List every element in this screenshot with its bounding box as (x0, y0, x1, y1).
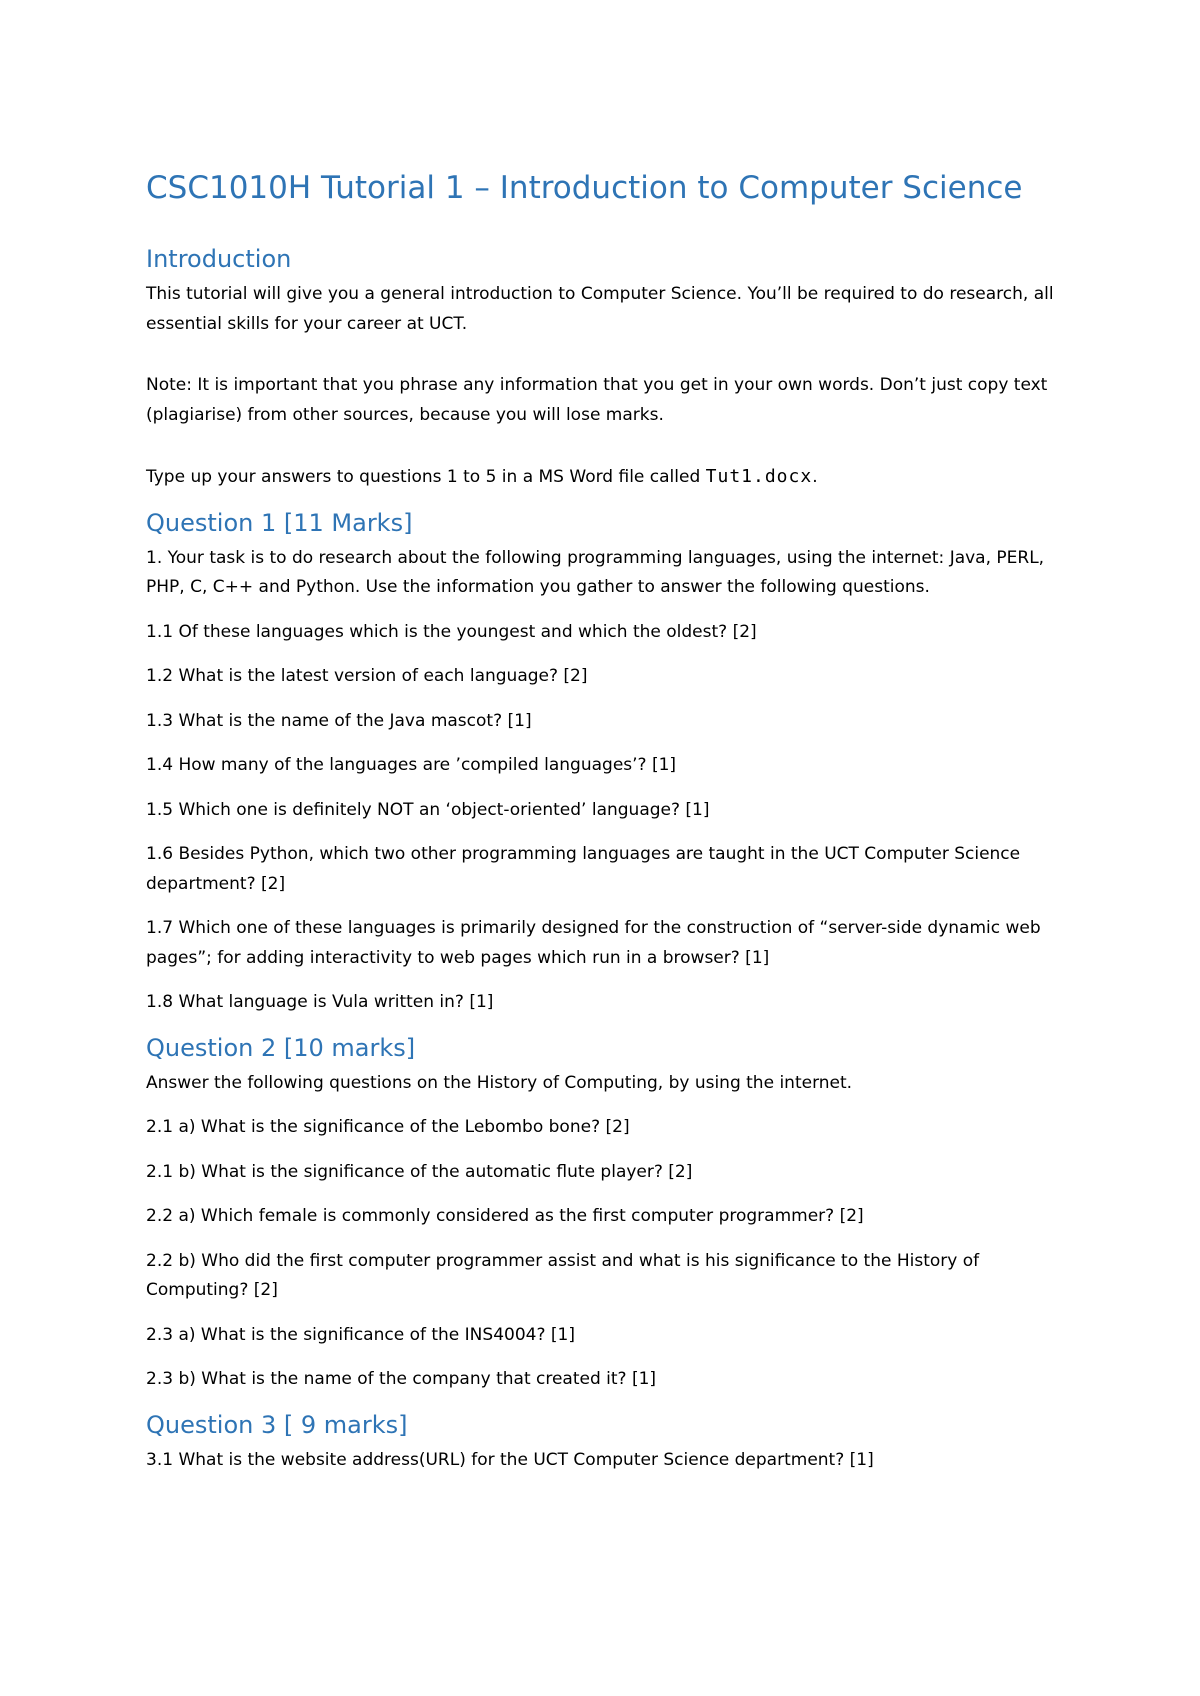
question-2-intro: Answer the following questions on the History of Computing, by using the internet. (146, 1072, 853, 1093)
page-title: CSC1010H Tutorial 1 – Introduction to Computer Science (146, 170, 1023, 206)
question-item: 2.2 b) Who did the first computer programmer assist and what is his significance to the History of Computing? [2] (146, 1250, 980, 1300)
question-item: 1.6 Besides Python, which two other programming languages are taught in the UCT Computer Science department? [2] (146, 844, 1021, 894)
question-item: 1.4 How many of the languages are ’compiled languages’? [1] (146, 755, 677, 775)
question-item: 1.7 Which one of these languages is primarily designed for the construction of “server-side dynamic web pages”; for adding interactivity to web pages which run in a browser? [1] (146, 918, 1041, 968)
filename-text: Tut1.docx (705, 466, 813, 487)
question-item: 1.3 What is the name of the Java mascot? [1] (146, 710, 532, 731)
note-paragraph: Note: It is important that you phrase any information that you get in your own words. Don’t just copy text (plagiarise) from other sources, because you will lose marks. (146, 375, 1048, 425)
question-item: 3.1 What is the website address(URL) for the UCT Computer Science department? [1] (146, 1449, 874, 1470)
question-2-heading: Question 2 [10 marks] (146, 1033, 416, 1062)
type-up-paragraph (146, 462, 1076, 493)
document-page (146, 168, 1076, 1475)
type-up-suffix: . (812, 467, 818, 487)
intro-paragraph: This tutorial will give you a general introduction to Computer Science. You’ll be required to do research, all essential skills for your career at UCT. (146, 284, 1054, 334)
question-item: 2.2 a) Which female is commonly considered as the first computer programmer? [2] (146, 1206, 864, 1226)
question-item: 2.1 b) What is the significance of the automatic flute player? [2] (146, 1161, 693, 1182)
question-item: 2.3 b) What is the name of the company that created it? [1] (146, 1369, 657, 1389)
question-item: 1.8 What language is Vula written in? [1] (146, 992, 494, 1012)
question-1-heading: Question 1 [11 Marks] (146, 508, 413, 537)
question-3-heading: Question 3 [ 9 marks] (146, 1410, 408, 1439)
question-item: 1.5 Which one is definitely NOT an ‘object-oriented’ language? [1] (146, 799, 710, 820)
question-item: 1.1 Of these languages which is the youngest and which the oldest? [2] (146, 621, 757, 642)
question-item: 1.2 What is the latest version of each language? [2] (146, 666, 588, 686)
introduction-heading: Introduction (146, 245, 292, 273)
question-1-intro: 1. Your task is to do research about the following programming languages, using the internet: Java, PERL, PHP, C, C++ and Python. Use the information you gather to answer the following questions. (146, 547, 1045, 597)
question-item: 2.1 a) What is the significance of the Lebombo bone? [2] (146, 1117, 630, 1137)
question-item: 2.3 a) What is the significance of the INS4004? [1] (146, 1324, 575, 1345)
type-up-prefix: Type up your answers to questions 1 to 5 in a MS Word file called (146, 467, 706, 487)
